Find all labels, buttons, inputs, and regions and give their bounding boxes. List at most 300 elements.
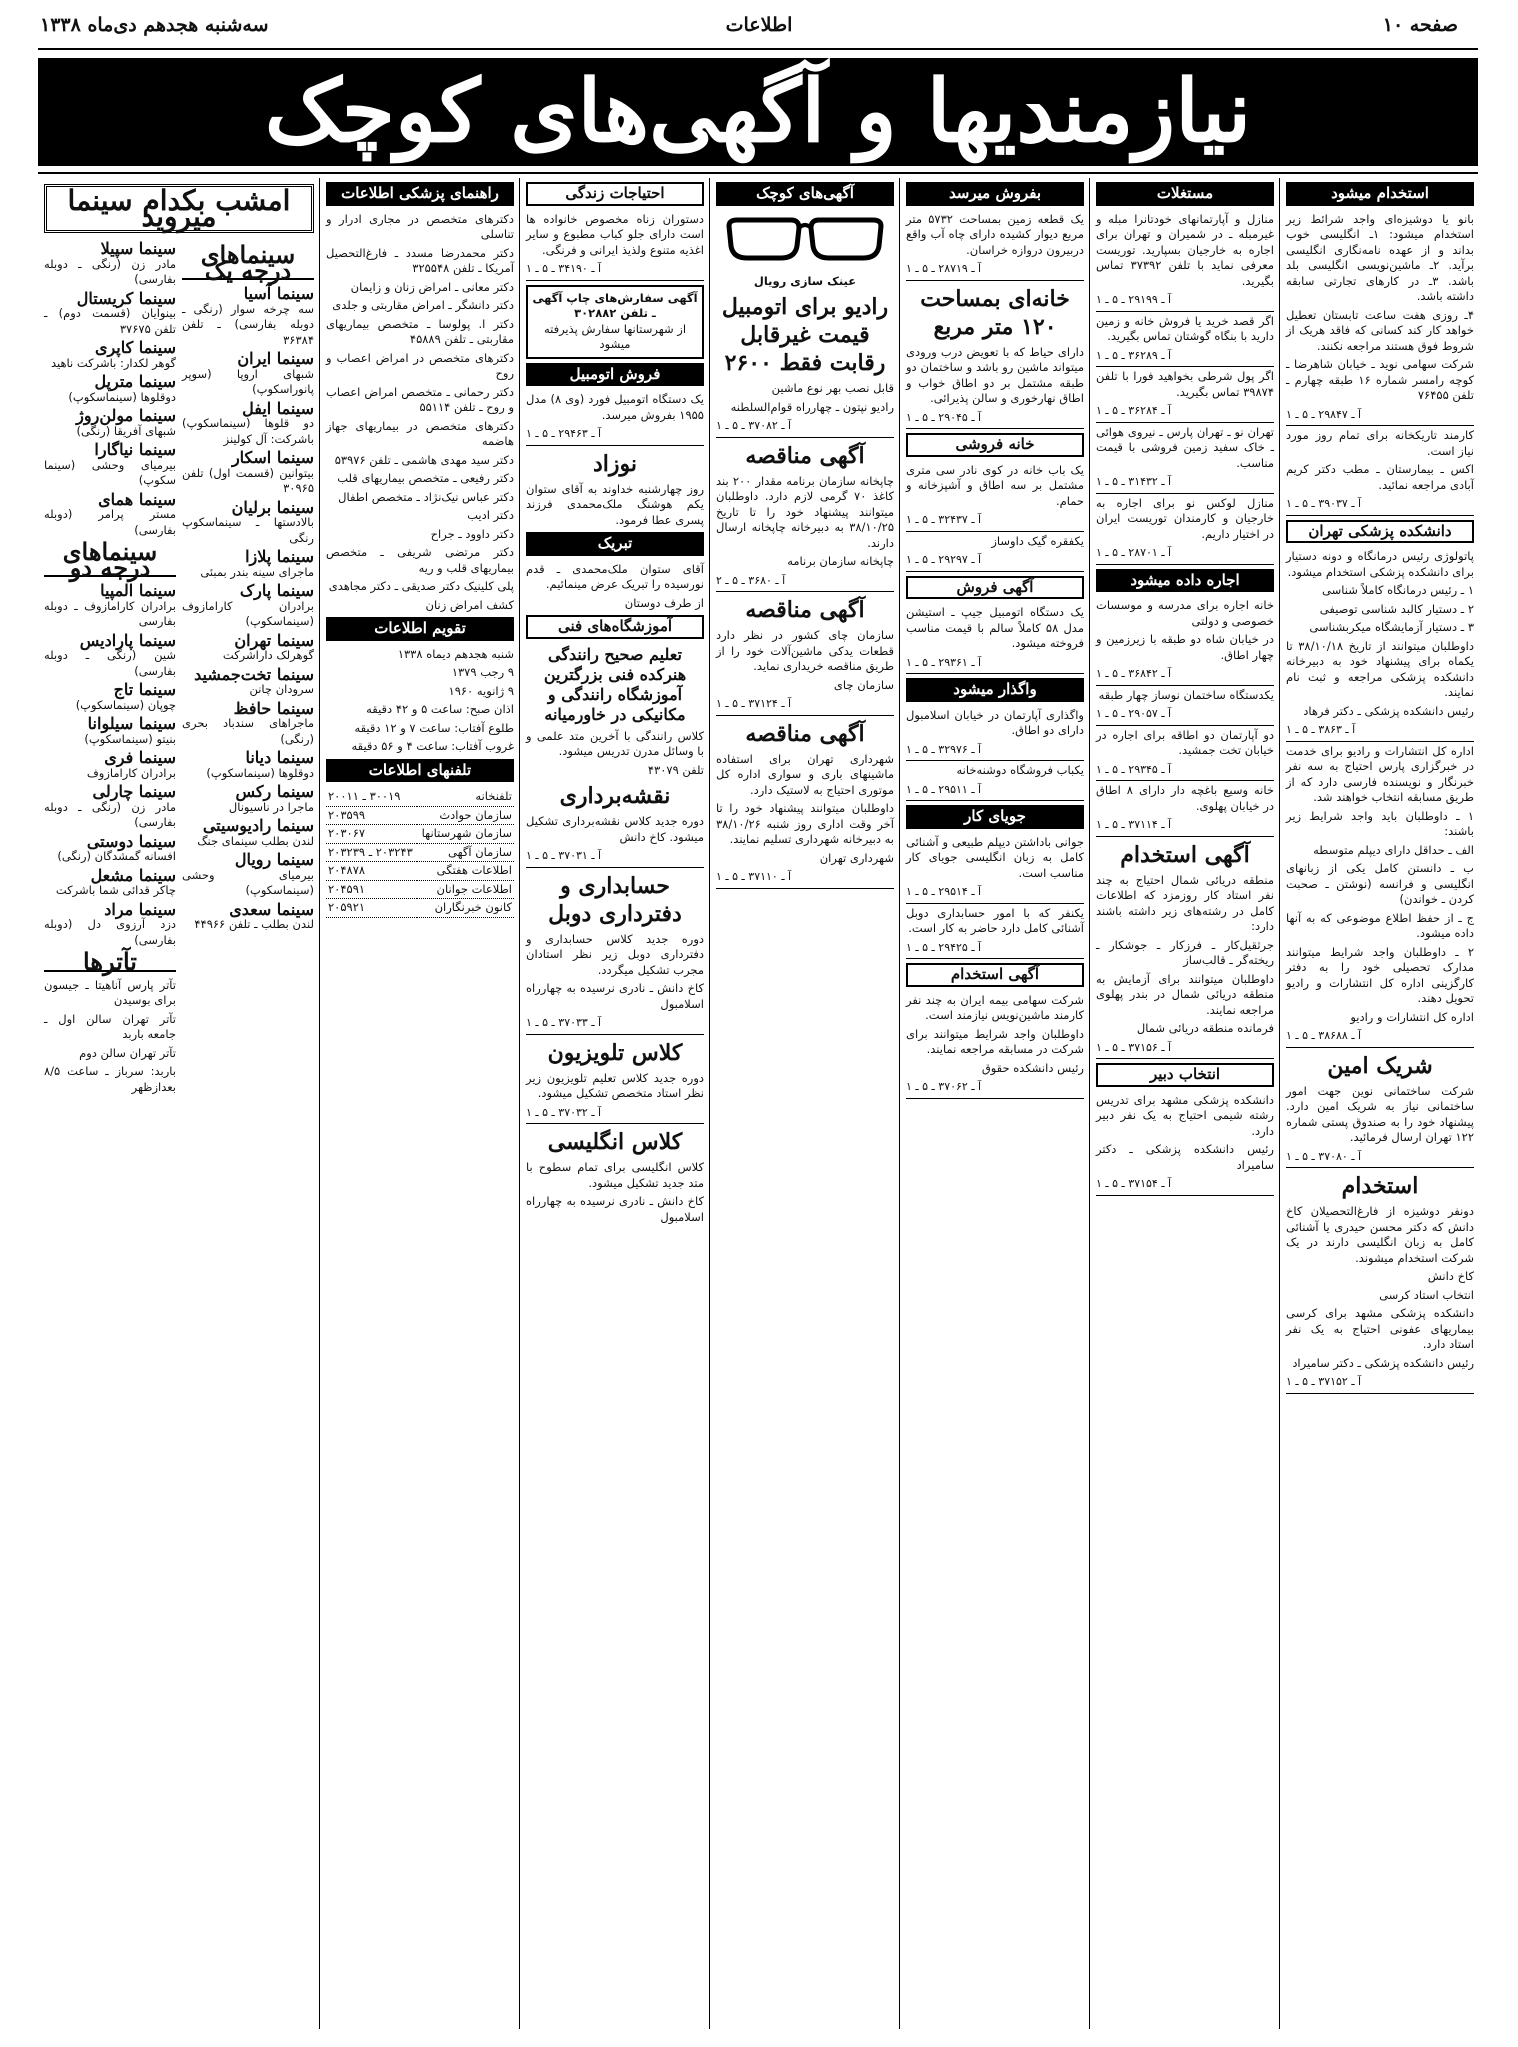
ad-text: ب ـ دانستن کامل یکی از زبانهای انگلیسی و فرانسه (نوشتن ـ صحبت کردن ـ خواندن) <box>1286 861 1474 906</box>
phone-department: تلفنخانه <box>417 788 514 806</box>
cinema-name: سینما فری <box>104 748 176 767</box>
column-heading: آموزشگاه‌های فنی <box>526 615 704 639</box>
cinema-program: بالادستها ـ سینماسکوپ رنگی <box>182 515 314 545</box>
cinema-name: سینما مراد <box>104 899 176 919</box>
ad-text: دکتر داوود ـ جراح <box>430 526 514 541</box>
phone-row <box>326 899 514 918</box>
cinema-name: سینما سعدی <box>229 899 314 919</box>
cinema-listing <box>182 899 314 933</box>
ad-text: دانشکده پزشکی مشهد برای کرسی بیماریهای عفونی احتیاج به یک نفر استاد دارد. <box>1286 1306 1474 1351</box>
phone-department: اطلاعات جوانان <box>417 880 514 899</box>
ad-text: اگر پول شرطی بخواهید فورا با تلفن ۳۹۸۷۴ تماس بگیرید. <box>1096 369 1274 399</box>
ad-text: داوطلبان میتوانند پیشنهاد خود را تا آخر وقت اداری روز شنبه ۳۸/۱۰/۲۶ به دبیرخانه شهرداری تسلیم نمایند. <box>716 801 894 846</box>
phone-row <box>326 825 514 844</box>
ad-code: آ ـ ۲۹۱۹۹ ـ ۵ ـ ۱ <box>1096 292 1274 312</box>
column-heading: واگذار میشود <box>906 678 1084 702</box>
issue-date: سه‌شنبه هجدهم دی‌ماه ۱۳۳۸ <box>40 14 269 36</box>
cinema-name: سینما سپیلا <box>100 239 176 258</box>
column-divider <box>899 178 900 2029</box>
cinema-listing <box>44 288 176 338</box>
cinema-name: سینما مترپل <box>94 372 176 391</box>
cinema-listing <box>182 630 314 664</box>
ad-text: دارای حیاط که با تعویض درب ورودی میتواند ماشین رو باشد و ساختمان دو طبقه مشتمل بر دو اطاق خواب و اطاق نهارخوری و سالن پذیرائی. <box>906 344 1084 405</box>
ad-text: اداره کل انتشارات و رادیو <box>1350 1009 1474 1024</box>
ad-text: منازل و آپارتمانهای خودتانرا مبله و غیرمبله ـ در شمیران و تهران برای اجاره به خارجیان بسپارید. توریست معرفی نماید با تلفن ۳۷۳۹۲ تماس بگیرید. <box>1096 211 1274 288</box>
phone-department: اطلاعات هفتگی <box>417 862 514 881</box>
cinema-name: سینما تخت‌جمشید <box>194 664 314 684</box>
ad-text: دکترهای متخصص در مجاری ادرار و تناسلی <box>326 211 514 241</box>
ad-text: کاخ دانش ـ نادری نرسیده به چهارراه اسلامبول <box>526 981 704 1011</box>
cinema-name: سینما چارلی <box>92 782 176 801</box>
ad-text: دکتر رحمانی ـ متخصص امراض اعصاب و روح ـ تلفن ۵۵۱۱۴ <box>326 384 514 414</box>
ad-code: آ ـ ۲۸۷۱۹ ـ ۵ ـ ۱ <box>906 261 1084 281</box>
column-employment <box>1282 178 1478 2029</box>
cinema-program: برادران کارامازوف <box>86 765 176 780</box>
cinema-program: بیرمیای وحشی (سینماسکوپ) <box>182 867 314 897</box>
ad-text: کشف امراض زنان <box>425 597 514 612</box>
phone-department: سازمان حوادث <box>417 806 514 825</box>
ad-code: آ ـ ۲۹۲۹۷ ـ ۵ ـ ۱ <box>906 552 1084 572</box>
cinema-name: سینما همای <box>98 489 176 509</box>
ad-code: آ ـ ۳۷۰۶۲ ـ ۵ ـ ۱ <box>906 1079 1084 1099</box>
ad-text: یک دستگاه اتومبیل جیپ ـ استیشن مدل ۵۸ کاملاً سالم با قیمت مناسب فروخته میشود. <box>906 605 1085 650</box>
ad-text: باربد: سرباز ـ ساعت ۸/۵ بعدازظهر <box>44 1064 176 1094</box>
cinema-listing <box>44 408 176 439</box>
ad-text: رئیس دانشکده پزشکی ـ دکتر سامیراد <box>1096 1142 1274 1172</box>
cinema-name: سینما مولن‌روژ <box>76 406 176 425</box>
ad-text: یک دستگاه اتومبیل فورد (وی ۸) مدل ۱۹۵۵ بفروش میرسد. <box>526 392 704 422</box>
ad-text: اگر قصد خرید یا فروش خانه و زمین دارید با بنگاه گوشتان تماس بگیرید. <box>1096 313 1274 343</box>
ad-code: آ ـ ۳۶۲۸۹ ـ ۵ ـ ۱ <box>1096 348 1274 368</box>
cinema-name: سینما آسیا <box>243 284 314 303</box>
column-heading: احتیاجات زندگی <box>526 182 704 206</box>
ad-text: از طرف دوستان <box>624 595 704 610</box>
ad-text: ۱ ـ داوطلبان باید واجد شرایط زیر باشند: <box>1286 808 1474 838</box>
ad-text: دوره جدید کلاس تعلیم تلویزیون زیر نظر استاد متخصص تشکیل میشود. <box>526 1070 704 1100</box>
ad-code: آ ـ ۳۷۱۲۴ ـ ۵ ـ ۱ <box>716 696 894 716</box>
cinema-program: گوهر لکدار: باشرکت ناهید <box>50 355 176 370</box>
ad-text: پلی کلینیک دکتر صدیقی ـ دکتر مجاهدی <box>328 579 514 593</box>
ad-code: آ ـ ۲۹۵۱۱ ـ ۵ ـ ۱ <box>906 782 1084 802</box>
ad-text: دونفر دوشیزه از فارغ‌التحصیلان کاخ دانش که دکتر محسن حیدری یا آشنائی کامل به زبان انگلیسی دارند در یک شرکت استخدام میشوند. <box>1286 1204 1474 1265</box>
ad-text: ۱ ـ رئیس درمانگاه کاملاً شناسی <box>1322 583 1474 597</box>
cinema-name: سینما رادیوسیتی <box>202 816 314 835</box>
cinema-program: شبهای آفریقا (رنگی) <box>76 423 176 438</box>
cinema-name: سینما کاپری <box>94 338 176 357</box>
ad-code: آ ـ ۳۶۸۴۲ ـ ۵ ـ ۱ <box>1096 666 1274 686</box>
phone-number: ۳۰۰۱۹ ـ ۲۰۰۱۱ <box>326 788 417 806</box>
cinema-name: سینما پارک <box>239 581 314 600</box>
ad-text: رئیس دانشکده پزشکی ـ دکتر فرهاد <box>1303 703 1474 718</box>
ad-code: آ ـ ۳۴۱۹۰ ـ ۵ ـ ۱ <box>526 261 704 281</box>
cinema-listing <box>44 442 176 489</box>
ad-text: الف ـ حداقل دارای دیپلم متوسطه <box>1313 842 1474 857</box>
cinema-listing <box>44 630 176 680</box>
ad-text: دکتر ادیب <box>467 508 514 522</box>
ad-text: کارمند تاریکخانه برای تمام روز مورد نیاز است. <box>1286 428 1474 458</box>
ad-text: اکس ـ بیمارستان ـ مطب دکتر کریم آبادی مراجعه نمائید. <box>1286 462 1474 492</box>
cinema-name: سینما نیاگارا <box>94 440 176 459</box>
phone-number: ۲۰۳۵۹۹ <box>326 806 417 825</box>
phone-number: ۲۰۴۸۷۸ <box>326 862 417 881</box>
theaters-heading: تآترها <box>44 954 176 972</box>
ad-text: یک باب خانه در کوی نادر سی متری مشتمل بر سه اطاق و آشپزخانه و حمام. <box>906 462 1084 508</box>
cinema-name: سینما ایران <box>237 349 314 368</box>
column-divider <box>709 178 710 2029</box>
ad-text: انتخاب استاد کرسی <box>1379 1287 1474 1302</box>
ad-text: دوره جدید کلاس حسابداری و دفترداری دوبل زیر نظر استادان مجرب تشکیل میگردد. <box>526 931 704 977</box>
cinema-name: سینما تاج <box>113 680 176 699</box>
cinema-program: گوهرلک داراشرکت <box>222 648 314 662</box>
ad-text: جوانی باداشتن دیپلم طبیعی و آشنائی کامل به زبان انگلیسی جویای کار مناسب است. <box>906 834 1084 880</box>
ad-headline: حسابداری و دفترداری دوبل <box>548 872 682 927</box>
column-heading: اجاره داده میشود <box>1096 569 1274 593</box>
ad-text: دانشکده پزشکی مشهد برای تدریس رشته شیمی احتیاج به یک نفر دبیر دارد. <box>1096 1092 1274 1138</box>
cinema-section-title: امشب بکدام سینما میروید <box>44 184 314 233</box>
cinema-program: برادران کارامازوف ـ دوبله بفارسی <box>44 598 176 628</box>
cinema-name: سینما المپیا <box>100 581 176 600</box>
ad-text: دوره جدید کلاس نقشه‌برداری تشکیل میشود. کاخ دانش <box>526 814 704 844</box>
ad-text: یکدستگاه ساختمان نوساز چهار طبقه <box>1098 687 1274 702</box>
ad-code: آ ـ ۳۷۱۵۶ ـ ۵ ـ ۱ <box>1096 1040 1274 1060</box>
column-divider <box>519 178 520 2029</box>
ad-text: سازمان چای کشور در نظر دارد قطعات یدکی ماشین‌آلات خود را از طریق مناقصه خریداری نماید. <box>716 628 894 673</box>
ad-text: کلاس انگلیسی برای تمام سطوح با متد جدید تشکیل میشود. <box>526 1160 704 1190</box>
cinema-listing <box>182 818 314 849</box>
ad-text: ۳ ـ دستیار آزمایشگاه میکربشناسی <box>1309 620 1474 634</box>
ad-code: آ ـ ۳۱۴۳۲ ـ ۵ ـ ۱ <box>1096 474 1274 494</box>
ad-text: یکفقره گیک داوساز <box>991 533 1084 548</box>
ad-headline: رادیو برای اتومبیل قیمت غیرقابل رقابت فقط ۲۶۰۰ <box>721 294 889 376</box>
cinema-program: دزد آرزوی دل (دوبله بفارسی) <box>44 917 176 947</box>
ad-code: آ ـ ۳۹۰۳۷ ـ ۵ ـ ۱ <box>1286 496 1474 516</box>
cinema-listing <box>182 351 314 398</box>
ad-headline: استخدام <box>1341 1173 1419 1199</box>
phone-row <box>326 788 514 806</box>
ad-text: داوطلبان میتوانند برای آزمایش به منطقه دریائی شمال در بندر پهلوی مراجعه نمایند. <box>1096 971 1274 1017</box>
ad-text: کلاس رانندگی با آخرین متد علمی و با وسائل مدرن تدریس میشود. <box>526 728 704 758</box>
ad-code: آ ـ ۳۷۰۸۲ ـ ۵ ـ ۱ <box>716 418 894 438</box>
print-ad-text: آگهی سفارش‌های چاپ آگهی ـ تلفن ۳۰۲۸۸۲ <box>532 290 698 320</box>
ad-text: دکتر رفیعی ـ متخصص بیماریهای قلب <box>337 471 514 485</box>
ad-code: آ ـ ۲۹۰۴۵ ـ ۵ ـ ۱ <box>906 410 1084 430</box>
ad-text: داوطلبان واجد شرایط میتوانند برای شرکت در مسابقه مراجعه نمایند. <box>906 1026 1084 1056</box>
cinema-program: سه چرخه سوار (رنگی ـ دوبله بفارسی) ـ تلفن ۳۶۳۸۴ <box>182 301 314 347</box>
ad-code: آ ـ ۳۷۰۸۰ ـ ۵ ـ ۱ <box>1286 1149 1474 1169</box>
cinema-program: بیرمیای وحشی (سینما سکوپ) <box>44 457 176 487</box>
top-rule <box>38 48 1478 50</box>
ad-text: واگذاری آپارتمان در خیابان اسلامبول دارای دو اطاق. <box>906 707 1084 737</box>
ad-text: دکتر عباس نیک‌نژاد ـ متخصص اطفال <box>338 489 514 504</box>
cinema-listing <box>182 698 314 748</box>
cinema-program: دوقلوها (سینماسکوپ) <box>206 765 314 780</box>
cinema-program: شین (رنگی ـ دوبله بفارسی) <box>44 648 176 678</box>
cinema-program: لندن بطلب سینمای جنگ <box>197 833 314 848</box>
cinema-listing <box>182 398 314 448</box>
ad-text: کاخ دانش <box>1427 1269 1474 1283</box>
phone-number: ۲۰۵۹۲۱ <box>326 899 417 918</box>
column-heading: تبریک <box>526 532 704 556</box>
ad-text: شرکت سهامی بیمه ایران به چند نفر کارمند ماشین‌نویس نیازمند است. <box>906 992 1084 1022</box>
ad-text: منازل لوکس نو برای اجاره به خارجیان و کارمندان توریست ایران در اختیار داریم. <box>1096 495 1274 541</box>
ad-text: سازمان چای <box>833 677 894 692</box>
ad-text: تلفن ۴۳۰۷۹ <box>647 762 704 777</box>
cinema-grade-heading: سینماهای درجه یک <box>182 247 314 280</box>
column-heading: راهنمای پزشکی اطلاعات <box>326 182 514 206</box>
ad-headline: نوزاد <box>592 450 638 477</box>
cinema-listing <box>182 664 314 698</box>
column-heading: مستغلات <box>1096 182 1274 206</box>
ad-text: تآتر پارس آناهیتا ـ جیسون برای بوسیدن <box>44 977 176 1007</box>
ad-headline: خانه‌ای بمساحت ۱۲۰ متر مربع <box>920 285 1070 340</box>
cinema-grade-heading: سینماهای درجه دو <box>44 544 176 577</box>
ad-text: دکتر ا. پولوسا ـ متخصص بیماریهای مقاربتی ـ تلفن ۴۵۸۸۹ <box>326 316 514 346</box>
cinema-listing <box>44 489 176 539</box>
column-heading: آگهی فروش <box>906 576 1084 600</box>
phone-row <box>326 843 514 862</box>
column-heading: فروش اتومبیل <box>526 363 704 387</box>
ad-text: شنبه هجدهم دیماه ۱۳۳۸ <box>397 646 514 661</box>
ad-code: آ ـ ۳۸۶۸۸ ـ ۵ ـ ۱ <box>1286 1028 1474 1048</box>
column-cinemas <box>40 178 318 2029</box>
cinema-listing <box>44 682 176 713</box>
column-heading: بفروش میرسد <box>906 182 1084 206</box>
ad-text: پاتولوژی رئیس درمانگاه و دونه دستیار برای دانشکده پزشکی استخدام میشود. <box>1286 549 1474 579</box>
ad-headline: کلاس انگلیسی <box>547 1129 683 1155</box>
column-heading: آگهی استخدام <box>906 963 1084 987</box>
cinema-program: مستر پرامر (دوبله بفارسی) <box>44 507 176 537</box>
ad-code: آ ـ ۳۸۶۳ ـ ۵ ـ ۱ <box>1286 722 1474 742</box>
cinema-listing <box>182 784 314 815</box>
ad-text: قابل نصب بهر نوع ماشین <box>771 381 894 395</box>
ad-text: رئیس دانشکده حقوق <box>981 1060 1084 1075</box>
ad-code: آ ـ ۳۷۰۳۱ ـ ۵ ـ ۱ <box>526 848 704 868</box>
column-heading: خانه فروشی <box>906 433 1084 457</box>
column-divider <box>1089 178 1090 2029</box>
column-heading: دانشکده پزشکی تهران <box>1286 520 1474 544</box>
column-heading: تلفنهای اطلاعات <box>326 759 514 783</box>
ad-text: دکتر دانشگر ـ امراض مقاربتی و جلدی <box>332 298 514 312</box>
cinema-name: سینما دیانا <box>245 748 314 767</box>
ad-code: آ ـ ۲۹۵۱۴ ـ ۵ ـ ۱ <box>906 884 1084 904</box>
ad-text: ۹ رجب ۱۳۷۹ <box>451 665 514 679</box>
ad-text: خانه اجاره برای مدرسه و موسسات خصوصی و دولتی <box>1096 598 1274 628</box>
ad-text: شهرداری تهران برای استفاده ماشینهای باری و سواری اداره کل موتوری احتیاج به لاستیک دارد. <box>716 751 894 797</box>
ad-text: آقای ستوان ملک‌محمدی ـ قدم نورسیده را تبریک عرض مینمائیم. <box>526 561 704 591</box>
cinema-listing <box>44 865 176 899</box>
ad-headline: تعلیم صحیح رانندگی هنرکده فنی بزرگترین آموزشگاه رانندگی و مکانیکی در خاورمیانه <box>543 644 687 724</box>
phone-department: کانون خبرنگاران <box>417 899 514 918</box>
ad-text: چاپخانه سازمان برنامه مقدار ۲۰۰ بند کاغذ ۷۰ گرمی لازم دارد. داوطلبان میتوانند پیشنهاد خود را تا تاریخ ۳۸/۱۰/۲۵ به دبیرخانه چاپخانه ارسال دارند. <box>716 473 894 550</box>
cinema-program: بیتوانین (قسمت اول) تلفن ۳۰۹۶۵ <box>182 465 314 495</box>
cinema-listing <box>182 286 314 348</box>
ad-text: روز چهارشنبه خداوند به آقای ستوان یکم هوشنگ ملک‌محمدی فرزند پسری عطا فرمود. <box>526 481 704 527</box>
ad-text: دکتر محمدرضا مسدد ـ فارغ‌التحصیل آمریکا ـ تلفن ۳۲۵۵۴۸ <box>326 245 514 275</box>
cinema-listing <box>182 583 314 630</box>
ad-text: رادیو نپتون ـ چهارراه قوام‌السلطنه <box>730 399 894 414</box>
ad-code: آ ـ ۲۹۸۴۷ ـ ۵ ـ ۱ <box>1286 407 1474 427</box>
ad-text: جرثقیل‌کار ـ فرزکار ـ جوشکار ـ ریخته‌گر ـ قالب‌ساز <box>1096 937 1274 967</box>
cinema-name: سینما مشعل <box>90 865 176 885</box>
ad-text: یکباب فروشگاه دوشنه‌خانه <box>956 763 1084 777</box>
ad-text: اذان صبح: ساعت ۵ و ۴۲ دقیقه <box>366 702 514 716</box>
ad-code: آ ـ ۳۶۸۰ ـ ۵ ـ ۲ <box>716 573 894 593</box>
paper-name: اطلاعات <box>725 14 793 36</box>
ad-code: آ ـ ۳۷۱۵۲ ـ ۵ ـ ۱ <box>1286 1374 1474 1394</box>
cinema-program: ماجرای سینه بندر بمبئی <box>200 564 314 579</box>
phone-row <box>326 806 514 825</box>
column-real-estate <box>1092 178 1278 2029</box>
ad-headline: آگهی مناقصه <box>745 597 865 623</box>
ad-text: شرکت ساختمانی نوین جهت امور ساختمانی نیاز به شریک امین دارد. پیشنهاد خود را به صندوق پستی شماره ۱۲۲ تهران ارسال فرمائید. <box>1286 1083 1474 1144</box>
ad-headline: آگهی مناقصه <box>745 720 865 747</box>
ad-text: ۴ـ روزی هفت ساعت تابستان تعطیل خواهد کار کند کسانی که فاقد هریک از شروط فوق هستند مراجعه نکنند. <box>1286 307 1474 353</box>
cinema-program: دوقلوها (سینماسکوپ) <box>68 389 176 404</box>
ad-text: در خیابان شاه دو طبقه با زیرزمین و چهار اطاق. <box>1096 632 1274 662</box>
cinema-listing <box>44 583 176 630</box>
cinema-listing <box>44 340 176 371</box>
cinema-name: سینما حافظ <box>233 698 314 718</box>
cinema-list-b <box>44 241 176 1098</box>
column-for-sale <box>902 178 1088 2029</box>
ad-text: داوطلبان میتوانند از تاریخ ۳۸/۱۰/۱۸ تا یکماه برای پیشنهاد خود به دبیرخانه دانشکده پزشکی مراجعه و ثبت نام نمایند. <box>1286 638 1474 699</box>
cinema-program: برادران کارامازوف (سینماسکوپ) <box>182 598 314 628</box>
ad-code: آ ـ ۲۸۷۰۱ ـ ۵ ـ ۱ <box>1096 545 1274 565</box>
ad-text: دستوران زناه مخصوص خانواده ها است دارای جلو کباب مطبوع و سایر اغذیه متنوع ولذیذ ایرانی و فرنگی. <box>526 211 704 257</box>
cinema-name: سینما پارادیس <box>79 630 176 650</box>
cinema-name: سینما کریستال <box>76 288 176 308</box>
ad-text: چاپخانه سازمان برنامه <box>787 554 894 568</box>
ad-text: غروب آفتاب: ساعت ۴ و ۵۶ دقیقه <box>351 739 514 753</box>
phone-number: ۲۰۳۰۶۷ <box>326 825 417 844</box>
ad-text: دو آپارتمان دو اطاقه برای اجاره در خیابان تخت جمشید. <box>1096 727 1274 757</box>
phone-directory <box>326 788 514 918</box>
ad-code: آ ـ ۲۹۴۲۵ ـ ۵ ـ ۱ <box>906 940 1084 960</box>
ad-text: تآتر تهران سالن دوم <box>79 1045 176 1060</box>
column-divider <box>1279 178 1280 2029</box>
cinema-listing <box>182 497 314 547</box>
ad-code: آ ـ ۳۷۱۵۴ ـ ۵ ـ ۱ <box>1096 1176 1274 1196</box>
phone-number: ۲۰۴۵۹۱ <box>326 880 417 899</box>
ad-text: ۲ ـ دستیار کالبد شناسی توصیفی <box>1319 601 1474 616</box>
ad-text: خانه وسیع باغچه دار دارای ۸ اطاق در خیابان پهلوی. <box>1096 783 1274 813</box>
ad-text: تآتر تهران سالن اول ـ جامعه باربد <box>44 1011 176 1041</box>
ad-text: دکترهای متخصص در بیماریهای جهاز هاضمه <box>326 418 514 448</box>
ad-headline: آگهی مناقصه <box>745 442 865 469</box>
column-life-needs <box>522 178 708 2029</box>
cinema-name: سینما پلازا <box>245 547 314 566</box>
column-heading: آگهی‌های کوچک <box>716 182 894 206</box>
cinema-program: چاکر قدائی شما باشرکت <box>55 883 176 897</box>
ad-code: آ ـ ۳۲۹۷۶ ـ ۵ ـ ۱ <box>906 742 1084 762</box>
column-divider <box>319 178 320 2029</box>
masthead-rule <box>38 172 1478 174</box>
ad-text: اداره کل انتشارات و رادیو برای خدمت در خبرگزاری پارس احتیاج به سه نفر خبرنگار و نویسنده فارسی دارد که از طریق مسابقه انتخاب خواهند شد. <box>1286 743 1474 804</box>
cinema-program: لندن بطلب ـ تلفن ۴۴۹۶۶ <box>194 917 314 931</box>
page-number: صفحه ۱۰ <box>1382 14 1458 36</box>
ad-headline: آگهی استخدام <box>1120 841 1250 868</box>
ad-text: دکتر مرتضی شریفی ـ متخصص بیماریهای قلب و ریه <box>326 545 514 575</box>
ad-text: فرمانده منطقه دریائی شمال <box>1136 1021 1274 1035</box>
ad-code: آ ـ ۳۲۴۳۷ ـ ۵ ـ ۱ <box>906 512 1084 532</box>
cinema-name: سینما برلیان <box>231 497 314 517</box>
ad-code: آ ـ ۳۶۲۸۴ ـ ۵ ـ ۱ <box>1096 403 1274 423</box>
cinema-program: شبهای اروپا (سوپر پانوراسکوپ) <box>182 366 314 396</box>
ad-text: یکنفر که با امور حسابداری دوبل آشنائی کامل دارد حاضر به کار است. <box>906 905 1084 935</box>
ad-headline: نقشه‌برداری <box>559 783 671 809</box>
cinema-name: سینما سیلوانا <box>87 714 176 733</box>
cinema-listing <box>182 750 314 781</box>
ad-headline: شریک امین <box>1327 1052 1433 1079</box>
cinema-listing <box>44 831 176 865</box>
cinema-listing <box>44 241 176 288</box>
cinema-listing <box>182 549 314 580</box>
eyeglasses-icon <box>725 212 885 268</box>
cinema-listing <box>44 899 176 949</box>
ad-text: شرکت سهامی نوید ـ خیابان شاهرضا ـ کوچه رامسر شماره ۱۶ طبقه چهارم ـ تلفن ۷۶۴۵۵ <box>1286 357 1474 402</box>
cinema-name: سینما اسکار <box>231 448 314 467</box>
cinema-listing <box>182 852 314 899</box>
optician-caption: عینک سازی رویال <box>753 273 857 288</box>
ad-code: آ ـ ۲۹۴۶۳ ـ ۵ ـ ۱ <box>526 426 704 446</box>
cinema-program: سرودان چانن <box>249 682 314 696</box>
ad-text: دکتر سید مهدی هاشمی ـ تلفن ۵۳۹۷۶ <box>334 452 514 467</box>
cinema-program: ماجراهای سندباد بحری (رنگی) <box>182 716 314 746</box>
phone-department: سازمان شهرستانها <box>417 825 514 844</box>
ad-code: آ ـ ۲۹۰۵۷ ـ ۵ ـ ۱ <box>1096 706 1274 726</box>
cinema-list-a <box>182 241 314 1098</box>
cinema-program: چوپان (سینماسکوپ) <box>75 697 176 712</box>
cinema-program: مادر زن (رنگی ـ دوبله بفارسی) <box>44 799 176 829</box>
cinema-listing <box>44 750 176 781</box>
ad-text: تهران نو ـ تهران پارس ـ نیروی هوائی ـ خاک سفید زمین فروشی با قیمت مناسب. <box>1096 424 1274 470</box>
ad-text: بانو یا دوشیزه‌ای واجد شرائط زیر استخدام میشود: ۱ـ انگلیسی خوب بداند و از عهده نامه‌نگاری انگلیسی برآید. ۲ـ ماشین‌نویسی انگلیسی بلد باشد. ۳ـ در کارهای تجارتی سابقه داشته باشد. <box>1286 211 1474 303</box>
phone-department: سازمان آگهی <box>417 843 514 862</box>
cinema-name: سینما دوستی <box>86 831 176 851</box>
column-heading: انتخاب دبیر <box>1096 1063 1274 1087</box>
cinema-program: بنیتو (سینماسکوپ) <box>84 731 176 746</box>
ad-text: ۹ ژانویه ۱۹۶۰ <box>448 683 514 698</box>
ad-text: کاخ دانش ـ نادری نرسیده به چهارراه اسلامبول <box>526 1194 704 1224</box>
ad-text: ۲ ـ داوطلبان واجد شرایط میتوانند مدارک تحصیلی خود را به دفتر کارگزینی اداره کل انتشارات و رادیو تحویل دهند. <box>1286 944 1474 1005</box>
ad-text: دکتر معانی ـ امراض زنان و زایمان <box>350 279 514 294</box>
cinema-listing <box>44 374 176 405</box>
ad-text: منطقه دریائی شمال احتیاج به چند نفر استاد کار روزمزد که اطلاعات کامل در رشته‌های زیر داشته باشند دارد: <box>1096 872 1274 933</box>
phone-row <box>326 862 514 881</box>
section-masthead: نیازمندیها و آگهی‌های کوچک <box>38 58 1478 166</box>
ad-text: طلوع آفتاب: ساعت ۷ و ۱۲ دقیقه <box>354 720 514 735</box>
cinema-name: سینما رویال <box>234 850 314 869</box>
ad-text: یک قطعه زمین بمساحت ۵۷۳۲ متر مربع دیوار کشیده دارای چاه آب واقع دربیرون دروازه خراسان. <box>906 211 1084 257</box>
ad-code: آ ـ ۳۷۰۳۳ ـ ۵ ـ ۱ <box>526 1015 704 1035</box>
phone-number: ۲۰۳۲۴۳ ـ ۲۰۳۲۳۹ <box>326 843 417 862</box>
column-heading: استخدام میشود <box>1286 182 1474 206</box>
ad-text: دکترهای متخصص در امراض اعصاب و روح <box>326 350 514 380</box>
ad-code: آ ـ ۳۷۰۳۲ ـ ۵ ـ ۱ <box>526 1105 704 1125</box>
cinema-name: سینما تهران <box>234 630 314 650</box>
print-ad-note: از شهرستانها سفارش پذیرفته میشود <box>543 321 687 351</box>
ad-text: ج ـ از حفظ اطلاع موضوعی که به آنها داده میشود. <box>1286 910 1474 940</box>
cinema-name: سینما رکس <box>235 782 314 801</box>
cinema-program: ماجرا در ناسیونال <box>228 799 314 814</box>
ad-code: آ ـ ۲۹۳۴۵ ـ ۵ ـ ۱ <box>1096 762 1274 782</box>
cinema-listing <box>44 716 176 747</box>
column-heading: جویای کار <box>906 805 1084 829</box>
ad-code: آ ـ ۳۷۱۱۴ ـ ۵ ـ ۱ <box>1096 817 1274 837</box>
column-medical-guide <box>322 178 518 2029</box>
cinema-program: دو قلوها (سینماسکوپ) باشرکت: آل کولینز <box>182 416 314 446</box>
cinema-listing <box>44 784 176 831</box>
